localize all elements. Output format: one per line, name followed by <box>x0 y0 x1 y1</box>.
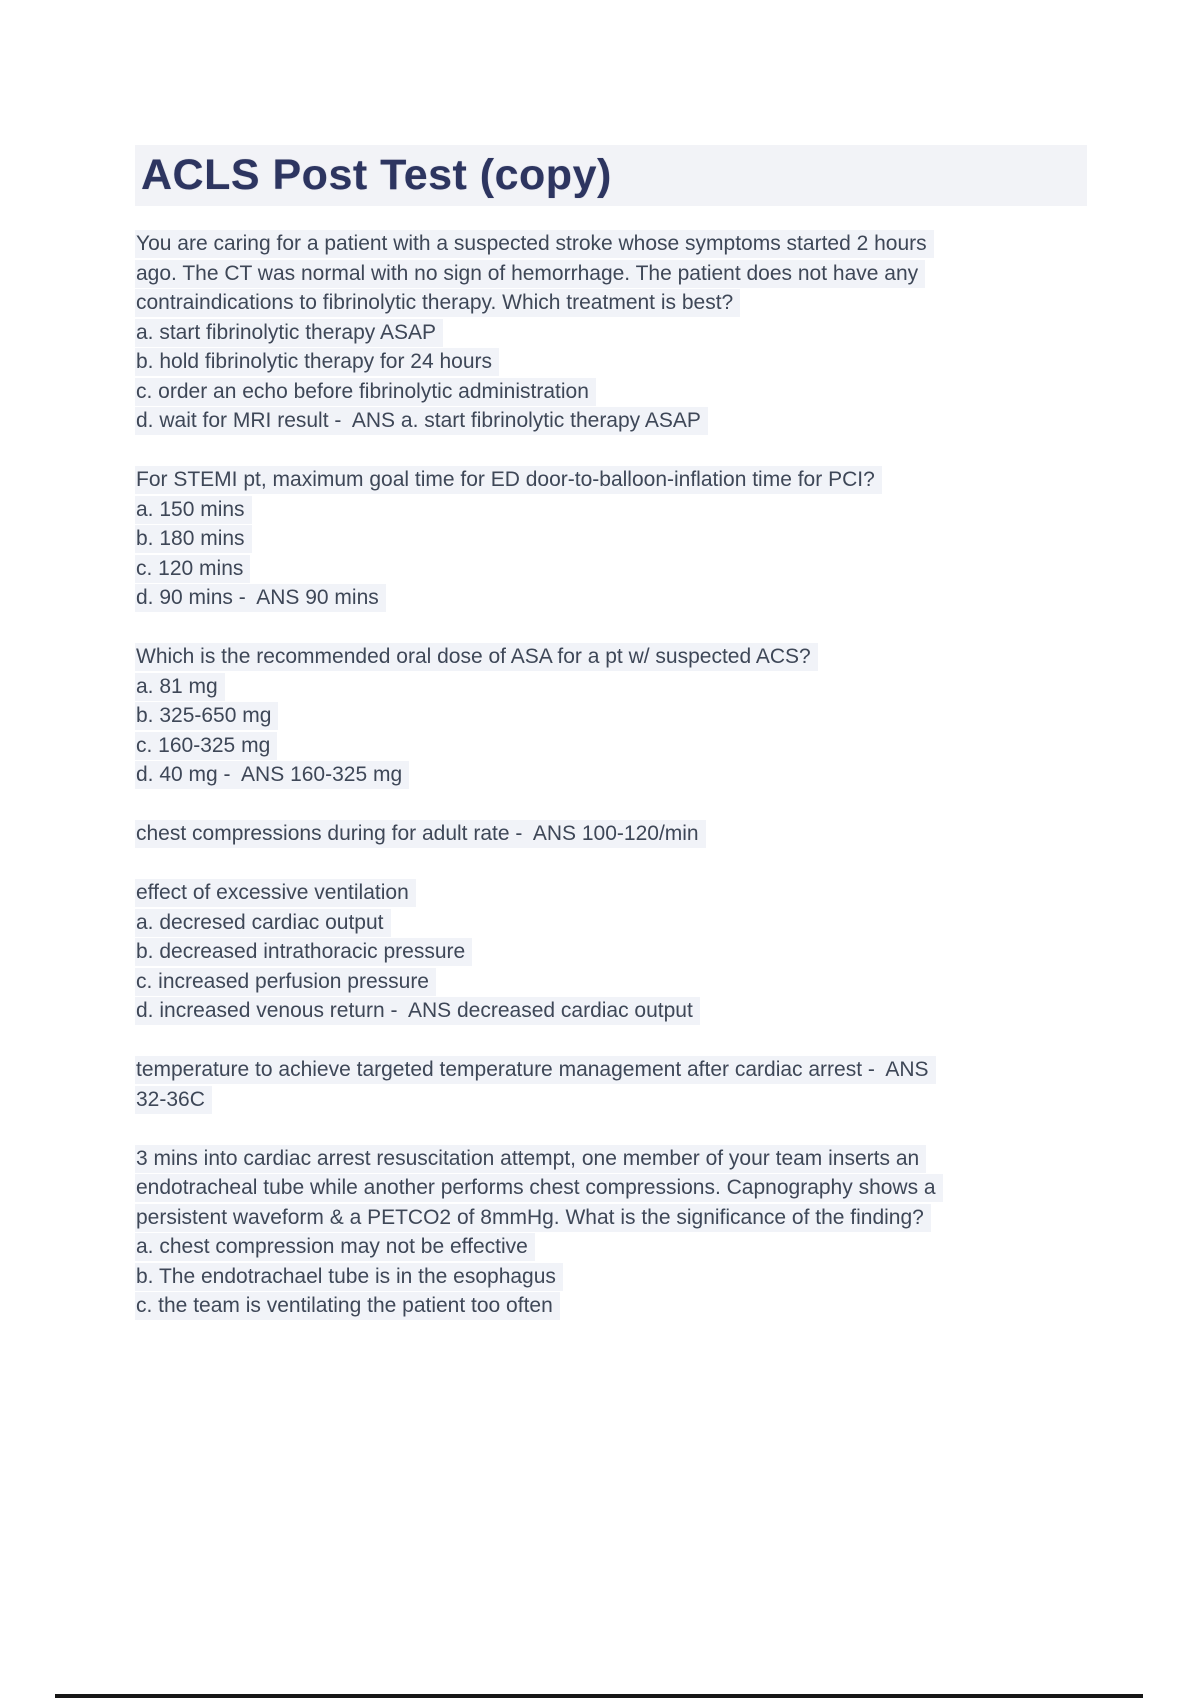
text-line <box>135 377 1087 407</box>
text-line <box>135 701 1087 731</box>
text-line-highlight: a. decresed cardiac output <box>135 909 391 937</box>
text-line <box>135 347 1087 377</box>
page-bottom-divider <box>55 1694 1143 1698</box>
text-line <box>135 1262 1087 1292</box>
text-line <box>135 1085 1087 1115</box>
text-line <box>135 1144 1087 1174</box>
text-line <box>135 318 1087 348</box>
text-line-highlight: d. wait for MRI result - ANS a. start fibrinolytic therapy ASAP <box>135 407 708 435</box>
question-block <box>135 1144 1087 1321</box>
question-block <box>135 465 1087 613</box>
text-line <box>135 819 1087 849</box>
text-line <box>135 1232 1087 1262</box>
text-line-highlight: temperature to achieve targeted temperature management after cardiac arrest - ANS <box>135 1056 936 1084</box>
text-line <box>135 495 1087 525</box>
text-line-highlight: b. hold fibrinolytic therapy for 24 hours <box>135 348 499 376</box>
text-line-highlight: c. 120 mins <box>135 555 250 583</box>
text-line-highlight: a. chest compression may not be effective <box>135 1233 535 1261</box>
question-block <box>135 819 1087 849</box>
question-block <box>135 878 1087 1026</box>
text-line-highlight: c. order an echo before fibrinolytic administration <box>135 378 596 406</box>
text-line-highlight: a. 150 mins <box>135 496 252 524</box>
text-line-highlight: b. decreased intrathoracic pressure <box>135 938 472 966</box>
title-bar <box>135 145 1087 206</box>
document-body <box>135 145 1087 1350</box>
text-line <box>135 760 1087 790</box>
text-line <box>135 1055 1087 1085</box>
text-line <box>135 1173 1087 1203</box>
text-line-highlight: effect of excessive ventilation <box>135 879 416 907</box>
text-line <box>135 731 1087 761</box>
text-line-highlight: Which is the recommended oral dose of ASA for a pt w/ suspected ACS? <box>135 643 818 671</box>
text-line-highlight: For STEMI pt, maximum goal time for ED door-to-balloon-inflation time for PCI? <box>135 466 882 494</box>
text-line <box>135 996 1087 1026</box>
text-line-highlight: ago. The CT was normal with no sign of hemorrhage. The patient does not have any <box>135 260 925 288</box>
text-line-highlight: b. The endotrachael tube is in the esophagus <box>135 1263 563 1291</box>
text-line-highlight: 32-36C <box>135 1086 212 1114</box>
text-line <box>135 465 1087 495</box>
text-line <box>135 406 1087 436</box>
text-line <box>135 878 1087 908</box>
text-line-highlight: a. 81 mg <box>135 673 225 701</box>
text-line-highlight: chest compressions during for adult rate - ANS 100-120/min <box>135 820 706 848</box>
page-title: ACLS Post Test (copy) <box>141 151 612 199</box>
text-line-highlight: You are caring for a patient with a suspected stroke whose symptoms started 2 hours <box>135 230 934 258</box>
question-block <box>135 229 1087 436</box>
text-line-highlight: b. 180 mins <box>135 525 252 553</box>
text-line-highlight: d. 90 mins - ANS 90 mins <box>135 584 386 612</box>
text-line <box>135 583 1087 613</box>
text-line <box>135 1291 1087 1321</box>
text-line <box>135 1203 1087 1233</box>
text-line <box>135 642 1087 672</box>
text-line <box>135 908 1087 938</box>
text-line-highlight: 3 mins into cardiac arrest resuscitation attempt, one member of your team inserts an <box>135 1145 926 1173</box>
text-line-highlight: c. 160-325 mg <box>135 732 277 760</box>
text-line-highlight: endotracheal tube while another performs chest compressions. Capnography shows a <box>135 1174 943 1202</box>
text-line-highlight: d. increased venous return - ANS decreased cardiac output <box>135 997 700 1025</box>
text-line <box>135 259 1087 289</box>
text-line <box>135 937 1087 967</box>
question-block <box>135 642 1087 790</box>
text-line-highlight: contraindications to fibrinolytic therapy. Which treatment is best? <box>135 289 740 317</box>
text-line-highlight: a. start fibrinolytic therapy ASAP <box>135 319 443 347</box>
text-line <box>135 554 1087 584</box>
text-line <box>135 524 1087 554</box>
document-content <box>135 229 1087 1321</box>
text-line-highlight: c. the team is ventilating the patient too often <box>135 1292 560 1320</box>
text-line-highlight: c. increased perfusion pressure <box>135 968 436 996</box>
question-block <box>135 1055 1087 1114</box>
text-line-highlight: b. 325-650 mg <box>135 702 278 730</box>
text-line <box>135 672 1087 702</box>
text-line <box>135 229 1087 259</box>
text-line-highlight: d. 40 mg - ANS 160-325 mg <box>135 761 409 789</box>
text-line <box>135 967 1087 997</box>
text-line <box>135 288 1087 318</box>
text-line-highlight: persistent waveform & a PETCO2 of 8mmHg. What is the significance of the finding? <box>135 1204 931 1232</box>
